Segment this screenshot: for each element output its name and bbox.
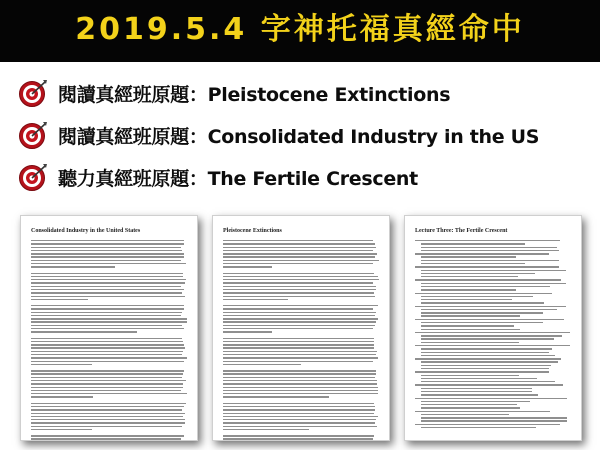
text-line [223,438,373,439]
text-line [421,427,536,428]
text-line [421,247,557,248]
text-line [31,406,184,407]
text-line [31,409,182,410]
text-line [31,282,185,283]
text-line [31,331,137,332]
text-line [223,390,378,391]
text-line [31,286,181,287]
text-line [415,253,549,254]
text-line [31,289,184,290]
item-label: 閱讀真經班原題：Pleistocene Extinctions [58,83,451,106]
text-line [31,318,187,319]
text-line [223,380,377,381]
text-line [31,426,182,427]
text-line [415,319,564,320]
text-line [421,355,555,356]
text-line [31,357,187,358]
document-page [404,215,582,441]
text-line [415,345,570,346]
text-line [223,413,374,414]
text-line [421,352,549,353]
text-line [31,393,187,394]
text-line [421,338,554,339]
text-line [31,364,92,365]
text-line [223,429,309,430]
text-line [31,390,181,391]
text-line [223,338,374,339]
text-line [421,368,549,369]
text-line [421,342,519,343]
text-line [421,335,562,336]
text-line [421,348,552,349]
text-line [31,325,182,326]
text-line [421,312,543,313]
text-line [223,286,376,287]
text-line [415,371,549,372]
text-line [31,315,181,316]
document-text-lines [31,240,187,441]
text-line [421,361,558,362]
text-line [223,318,378,319]
text-line [421,263,525,264]
text-line [31,347,185,348]
text-line [31,338,182,339]
text-line [223,292,374,293]
text-line [421,404,517,405]
document-title: Lecture Three: The Fertile Crescent [415,228,508,234]
target-icon [18,78,48,108]
text-line [31,383,183,384]
text-line [223,422,375,423]
text-line [223,273,374,274]
text-line [223,341,374,342]
text-line [223,403,374,404]
text-line [415,279,561,280]
text-line [223,331,272,332]
text-line [31,380,186,381]
text-line [421,420,567,421]
text-line [415,358,561,359]
text-line [223,279,379,280]
text-line [223,240,373,241]
text-line [223,299,288,300]
text-line [421,394,538,395]
text-line [223,296,375,297]
text-line [31,243,184,244]
text-line [421,286,550,287]
text-line [223,347,374,348]
text-line [421,289,516,290]
document-title: Pleistocene Extinctions [223,228,282,234]
text-line [223,253,377,254]
text-line [31,387,183,388]
text-line [421,407,520,408]
text-line [421,299,512,300]
text-line [31,305,184,306]
text-line [31,413,185,414]
text-line [421,381,555,382]
text-line [31,279,186,280]
text-line [31,260,181,261]
document-page [212,215,390,441]
text-line [31,247,181,248]
text-line [31,396,93,397]
banner-title: 2019.5.4 字神托福真經命中 [75,12,525,47]
text-line [31,296,185,297]
text-line [223,276,378,277]
text-line [223,263,373,264]
text-line [421,296,533,297]
document-text-lines [223,240,379,441]
text-line [223,256,375,257]
text-line [421,325,514,326]
text-line [31,429,92,430]
text-line [223,383,377,384]
text-line [223,419,376,420]
text-line [223,357,378,358]
text-line [31,344,184,345]
text-line [223,435,374,436]
text-line [31,422,185,423]
text-line [223,387,378,388]
text-line [31,328,184,329]
list-item [18,156,598,198]
text-line [223,426,377,427]
text-line [223,260,379,261]
text-line [223,308,373,309]
text-line [421,270,566,271]
text-line [415,332,570,333]
text-line [421,322,543,323]
text-line [421,256,516,257]
text-line [415,293,552,294]
text-line [223,243,375,244]
text-line [31,361,184,362]
text-line [223,315,375,316]
text-line [223,328,373,329]
text-line [31,256,184,257]
text-line [421,329,520,330]
list-item [18,72,598,114]
text-line [421,378,537,379]
text-line [223,266,272,267]
text-line [223,416,378,417]
text-line [31,341,183,342]
text-line [31,266,115,267]
text-line [415,424,560,425]
text-line [31,273,183,274]
text-line [421,388,532,389]
highlight-list [18,72,598,198]
text-line [421,309,557,310]
text-line [223,247,376,248]
text-line [421,375,519,376]
text-line [415,384,563,385]
text-line [223,351,377,352]
text-line [223,325,375,326]
text-line [223,289,376,290]
text-line [31,438,181,439]
text-line [31,292,182,293]
text-line [421,414,509,415]
text-line [31,276,183,277]
text-line [31,253,184,254]
text-line [31,419,185,420]
text-line [31,416,183,417]
text-line [223,396,329,397]
document-thumbnails [0,195,600,450]
text-line [415,306,566,307]
item-label: 閱讀真經班原題：Consolidated Industry in the US [58,125,540,148]
text-line [421,417,567,418]
text-line [223,406,375,407]
text-line [31,321,187,322]
text-line [223,373,376,374]
title-banner [0,0,600,62]
text-line [415,240,560,241]
text-line [31,351,183,352]
text-line [421,276,518,277]
text-line [223,354,376,355]
text-line [223,370,376,371]
text-line [421,283,566,284]
text-line [223,250,373,251]
text-line [421,365,551,366]
text-line [223,377,375,378]
item-label: 聽力真經班原題：The Fertile Crescent [58,167,418,190]
text-line [223,312,376,313]
text-line [421,250,559,251]
text-line [31,240,184,241]
text-line [31,403,186,404]
text-line [31,377,182,378]
text-line [421,391,532,392]
text-line [223,393,378,394]
text-line [223,344,374,345]
text-line [421,302,544,303]
text-line [223,409,375,410]
text-line [31,308,184,309]
text-line [421,401,530,402]
text-line [415,398,567,399]
text-line [421,273,535,274]
list-item [18,114,598,156]
text-line [31,373,183,374]
text-line [421,260,559,261]
text-line [223,364,301,365]
text-line [421,315,520,316]
target-icon [18,162,48,192]
target-icon [18,120,48,150]
text-line [31,312,182,313]
text-line [223,361,373,362]
text-line [31,250,182,251]
text-line [31,263,186,264]
text-line [31,435,184,436]
text-line [415,266,559,267]
text-line [415,411,550,412]
text-line [223,282,373,283]
text-line [31,370,184,371]
document-text-lines [415,240,571,428]
text-line [223,321,376,322]
document-page [20,215,198,441]
text-line [31,354,182,355]
text-line [223,305,378,306]
text-line [31,299,88,300]
text-line [421,243,525,244]
document-title: Consolidated Industry in the United States [31,228,141,234]
